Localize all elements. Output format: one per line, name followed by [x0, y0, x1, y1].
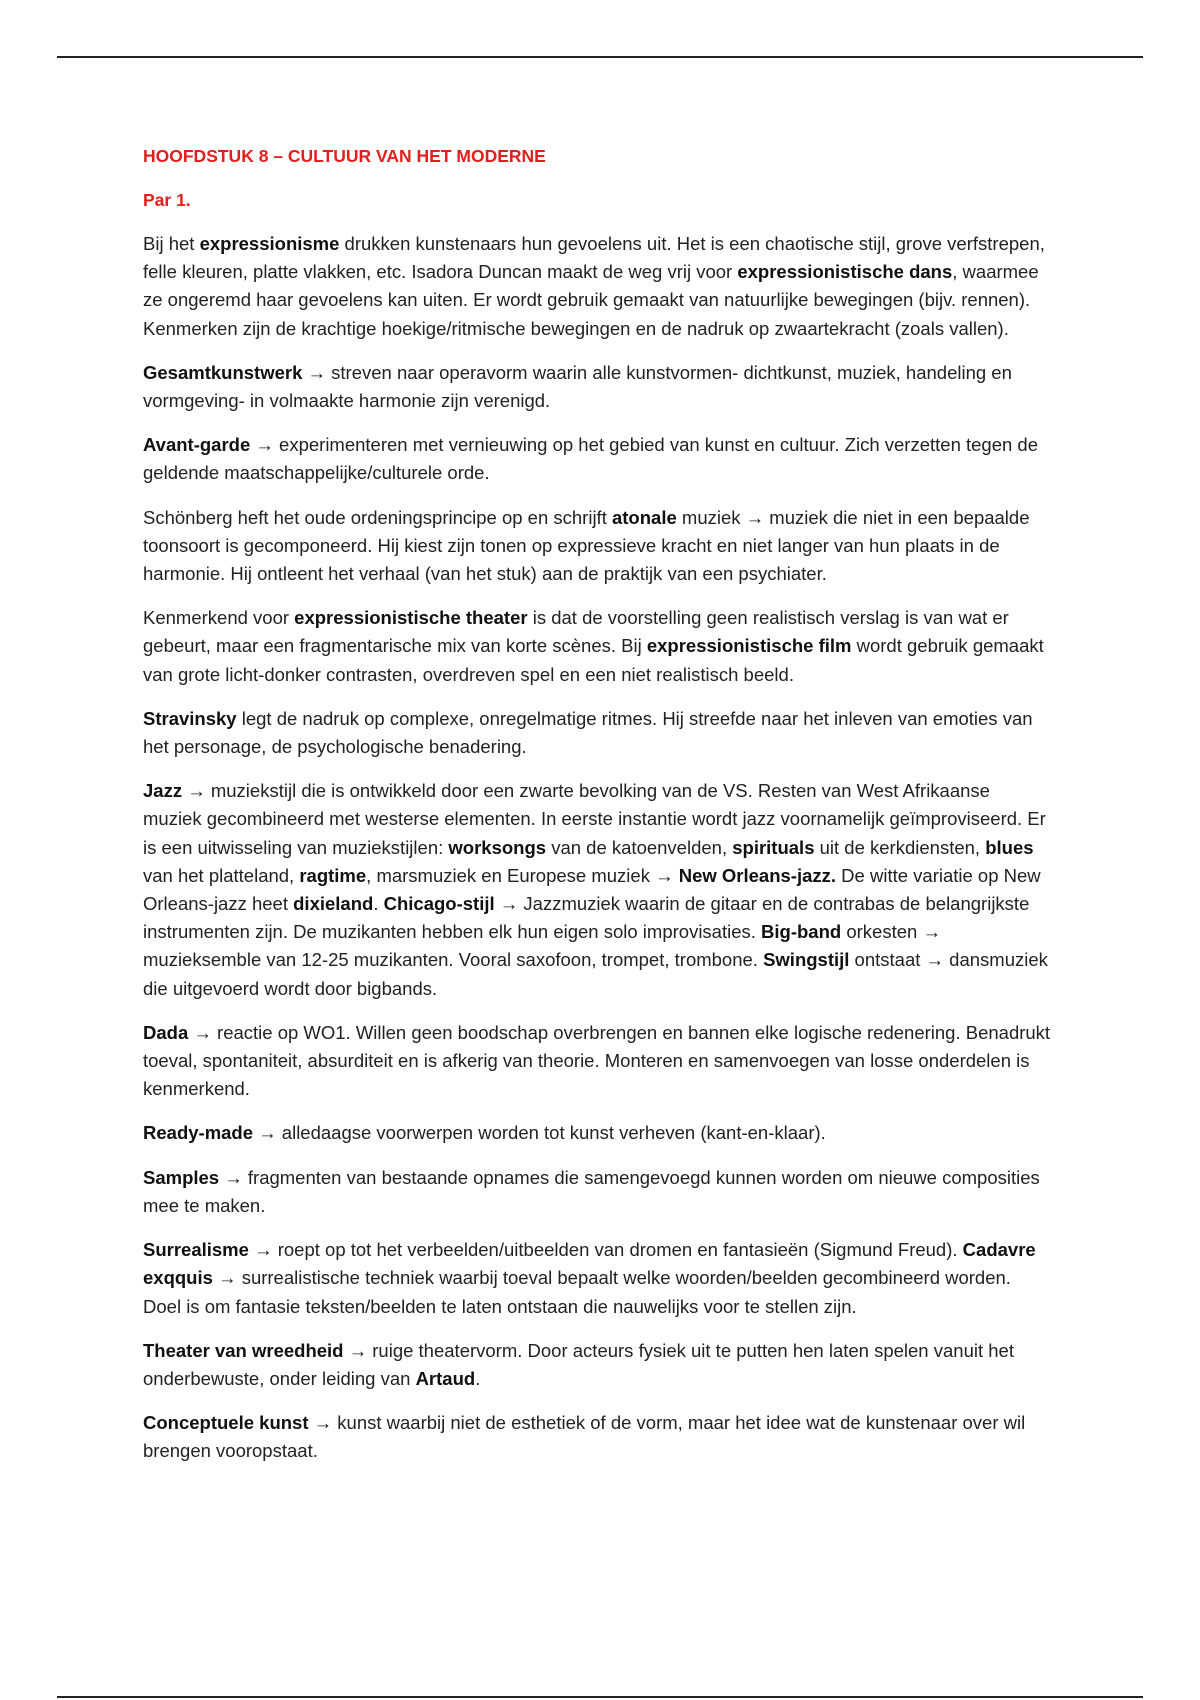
- term-bold: Big-band: [761, 921, 842, 943]
- term-bold: Swingstijl: [763, 949, 850, 971]
- term-bold: Jazz: [143, 780, 183, 802]
- paragraph: [143, 705, 1053, 761]
- footer-rule: [57, 1696, 1143, 1698]
- text-segment: → reactie op WO1. Willen geen boodschap overbrengen en bannen elke logische redenering. Benadrukt toeval, spontaniteit, absurditeit en is afkerig van theorie. Monteren en samenvoegen van losse onderdelen is kenmerkend.: [143, 1021, 1051, 1100]
- text-segment: Schönberg heft het oude ordeningsprincipe op en schrijft: [143, 506, 612, 528]
- term-bold: Stravinsky: [143, 707, 237, 729]
- text-segment: orkesten → muzieksemble van 12-25 muzikanten. Vooral saxofoon, trompet, trombone.: [143, 921, 941, 971]
- text-segment: → fragmenten van bestaande opnames die samengevoegd kunnen worden om nieuwe composities mee te maken.: [143, 1166, 1040, 1216]
- paragraph: [143, 1409, 1053, 1465]
- term-bold: atonale: [611, 506, 677, 528]
- paragraph: [143, 230, 1053, 343]
- term-bold: Artaud: [415, 1367, 476, 1389]
- term-bold: New Orleans-jazz.: [678, 864, 837, 886]
- paragraph: [143, 1164, 1053, 1220]
- term-bold: Samples: [143, 1166, 220, 1188]
- paragraph: [143, 1019, 1053, 1104]
- text-segment: is dat de voorstelling geen realistisch verslag is van wat er gebeurt, maar een fragmentarische mix van korte scènes. Bij: [143, 607, 1009, 657]
- text-segment: → streven naar operavorm waarin alle kunstvormen- dichtkunst, muziek, handeling en vormgeving- in volmaakte harmonie zijn verenigd.: [143, 361, 1012, 412]
- header-rule: [57, 56, 1143, 58]
- paragraph: [143, 504, 1053, 589]
- text-segment: → ruige theatervorm. Door acteurs fysiek uit te putten hen laten spelen vanuit het onderbewuste, onder leiding van: [143, 1339, 1014, 1389]
- text-segment: van het platteland,: [143, 864, 300, 886]
- text-segment: .: [475, 1367, 481, 1389]
- text-segment: Bij het: [143, 233, 200, 254]
- paragraph: [143, 359, 1053, 415]
- text-segment: , waarmee ze ongeremd haar gevoelens kan uiten. Er wordt gebruik gemaakt van natuurlijke bewegingen (bijv. rennen). Kenmerken zijn de krachtige hoekige/ritmische bewegingen en de nadruk op zwaartekracht (zoals vallen).: [143, 261, 1039, 339]
- term-bold: Theater van wreedheid: [143, 1339, 344, 1361]
- chapter-title: HOOFDSTUK 8 – CULTUUR VAN HET MODERNE: [143, 146, 546, 166]
- term-bold: Cadavre exqquis: [143, 1239, 1036, 1289]
- term-bold: expressionistische dans: [737, 261, 953, 283]
- term-bold: Dada: [143, 1021, 189, 1043]
- paragraph: [143, 604, 1053, 689]
- text-segment: → roept op tot het verbeelden/uitbeelden van dromen en fantasieën (Sigmund Freud).: [248, 1239, 963, 1261]
- text-segment: ontstaat → dansmuziek die uitgevoerd wordt door bigbands.: [143, 949, 1048, 999]
- text-segment: → kunst waarbij niet de esthetiek of de vorm, maar het idee wat de kunstenaar over wil brengen vooropstaat.: [143, 1412, 1026, 1462]
- text-segment: → Jazzmuziek waarin de gitaar en de contrabas de belangrijkste instrumenten zijn. De muzikanten hebben elk hun eigen solo improvisaties.: [143, 893, 1030, 943]
- paragraph: [143, 1236, 1053, 1321]
- term-bold: Chicago-stijl: [383, 893, 495, 915]
- text-segment: uit de kerkdiensten,: [814, 836, 986, 858]
- paragraph: [143, 1119, 1053, 1147]
- paragraph: [143, 431, 1053, 487]
- text-segment: , marsmuziek en Europese muziek →: [366, 864, 679, 886]
- paragraph: [143, 1337, 1053, 1393]
- term-bold: expressionistische film: [646, 635, 852, 657]
- text-segment: Kenmerkend voor: [143, 607, 295, 629]
- term-bold: worksongs: [448, 836, 547, 858]
- term-bold: Ready-made: [143, 1122, 254, 1144]
- text-segment: wordt gebruik gemaakt van grote licht-donker contrasten, overdreven spel en een niet realistisch beeld.: [143, 635, 1044, 685]
- text-segment: → alledaagse voorwerpen worden tot kunst verheven (kant-en-klaar).: [253, 1122, 826, 1144]
- term-bold: dixieland: [293, 893, 374, 915]
- term-bold: expressionistische theater: [294, 607, 528, 629]
- text-segment: → experimenteren met vernieuwing op het gebied van kunst en cultuur. Zich verzetten tegen de geldende maatschappelijke/culturele orde.: [143, 434, 1039, 484]
- term-bold: Gesamtkunstwerk: [143, 361, 303, 383]
- text-segment: drukken kunstenaars hun gevoelens uit. Het is een chaotische stijl, grove verfstrepen, felle kleuren, platte vlakken, etc. Isadora Duncan maakt de weg vrij voor: [143, 233, 1045, 283]
- paragraph-list: [143, 230, 1053, 1466]
- term-bold: expressionisme: [199, 233, 340, 254]
- document-body: [143, 142, 1053, 1482]
- term-bold: ragtime: [299, 864, 367, 886]
- text-segment: legt de nadruk op complexe, onregelmatige ritmes. Hij streefde naar het inleven van emoties van het personage, de psychologische benadering.: [143, 707, 1033, 758]
- paragraph: [143, 777, 1053, 1003]
- term-bold: Conceptuele kunst: [143, 1412, 309, 1434]
- term-bold: blues: [985, 836, 1034, 858]
- term-bold: Surrealisme: [143, 1239, 249, 1261]
- term-bold: spirituals: [732, 836, 815, 858]
- term-bold: Avant-garde: [143, 434, 251, 456]
- text-segment: → surrealistische techniek waarbij toeval bepaalt welke woorden/beelden gecombineerd worden. Doel is om fantasie teksten/beelden te laten ontstaan die nauwelijks voor te stellen zijn.: [143, 1267, 1011, 1317]
- text-segment: .: [373, 893, 384, 915]
- text-segment: De witte variatie op New Orleans-jazz heet: [143, 864, 1041, 915]
- text-segment: van de katoenvelden,: [546, 836, 733, 858]
- section-label: Par 1.: [143, 190, 191, 210]
- text-segment: → muziekstijl die is ontwikkeld door een zwarte bevolking van de VS. Resten van West Afrikaanse muziek gecombineerd met westerse elementen. In eerste instantie wordt jazz voornamelijk geïmproviseerd. Er is een uitwisseling van muziekstijlen:: [143, 780, 1046, 858]
- text-segment: muziek → muziek die niet in een bepaalde toonsoort is gecomponeerd. Hij kiest zijn tonen op expressieve kracht en niet langer van hun plaats in de harmonie. Hij ontleent het verhaal (van het stuk) aan de praktijk van een psychiater.: [143, 506, 1030, 585]
